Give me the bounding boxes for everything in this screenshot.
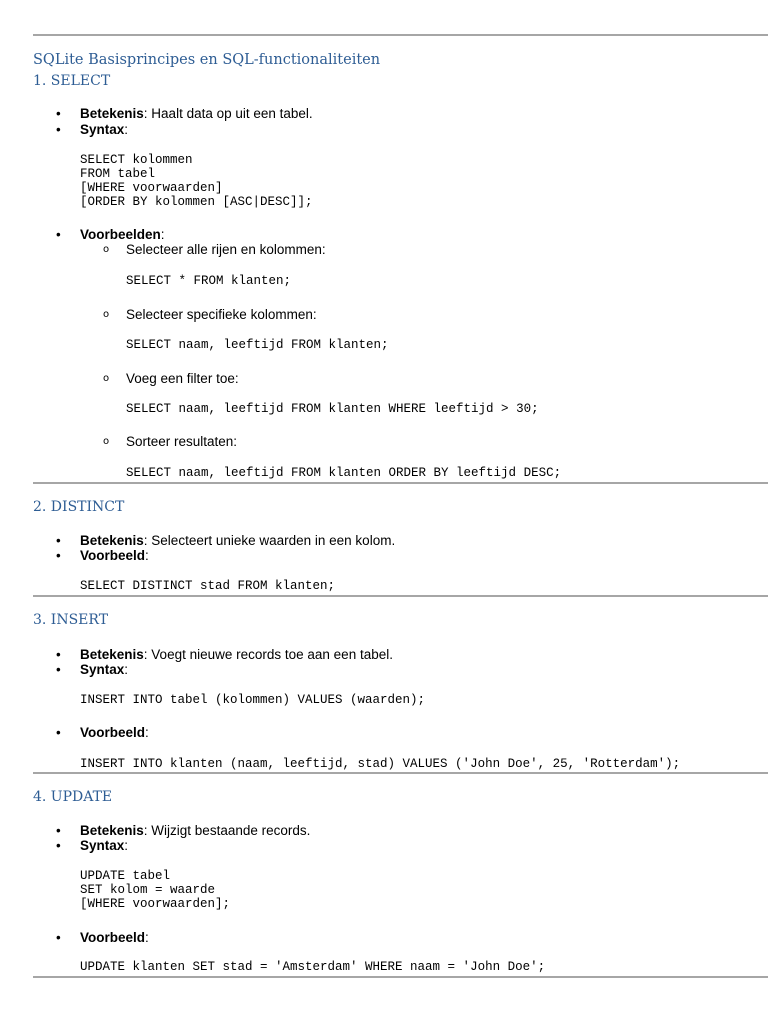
- syntax-label: Syntax: [80, 662, 125, 677]
- circle-bullet-icon: o: [103, 244, 110, 255]
- circle-bullet-icon: o: [103, 373, 110, 384]
- select-examples-label: [80, 227, 165, 242]
- section-divider: [33, 482, 768, 484]
- bullet-icon: •: [56, 930, 61, 945]
- insert-meaning: [80, 647, 393, 662]
- colon: :: [124, 838, 129, 853]
- update-syntax-code: UPDATE tabel SET kolom = waarde [WHERE voorwaarden];: [80, 869, 231, 911]
- select-meaning: [80, 106, 313, 121]
- insert-syntax-label: [80, 662, 128, 677]
- section-divider: [33, 772, 768, 774]
- example-code: SELECT * FROM klanten;: [126, 274, 292, 288]
- example-code: SELECT naam, leeftijd FROM klanten ORDER BY leeftijd DESC;: [126, 466, 562, 480]
- colon: :: [145, 548, 149, 563]
- bullet-icon: •: [56, 838, 61, 853]
- example-text: Selecteer specifieke kolommen:: [126, 307, 317, 322]
- section-divider: [33, 976, 768, 978]
- meaning-label: Betekenis: [80, 647, 144, 662]
- insert-example-code: INSERT INTO klanten (naam, leeftijd, stad) VALUES ('John Doe', 25, 'Rotterdam');: [80, 757, 681, 771]
- example-text: Selecteer alle rijen en kolommen:: [126, 242, 326, 257]
- meaning-label: Betekenis: [80, 106, 144, 121]
- section-divider: [33, 595, 768, 597]
- bullet-icon: •: [56, 725, 61, 740]
- update-example-label: [80, 930, 149, 945]
- insert-example-label: [80, 725, 149, 740]
- example-text: Voeg een filter toe:: [126, 371, 239, 386]
- bullet-icon: •: [56, 106, 61, 121]
- syntax-label: Syntax: [80, 838, 125, 853]
- meaning-text: : Voegt nieuwe records toe aan een tabel.: [143, 647, 393, 662]
- colon: :: [124, 662, 129, 677]
- section-heading-insert: 3. INSERT: [33, 612, 109, 628]
- colon: :: [145, 725, 149, 740]
- examples-label: Voorbeelden: [80, 227, 161, 242]
- colon: :: [145, 930, 149, 945]
- document-title: SQLite Basisprincipes en SQL-functionaliteiten: [33, 52, 381, 68]
- distinct-example-code: SELECT DISTINCT stad FROM klanten;: [80, 579, 336, 593]
- example-code: SELECT naam, leeftijd FROM klanten WHERE leeftijd > 30;: [126, 402, 539, 416]
- circle-bullet-icon: o: [103, 309, 110, 320]
- section-heading-distinct: 2. DISTINCT: [33, 499, 125, 515]
- section-heading-select: 1. SELECT: [33, 73, 111, 89]
- colon: :: [160, 227, 165, 242]
- meaning-text: : Selecteert unieke waarden in een kolom.: [143, 533, 396, 548]
- bullet-icon: •: [56, 823, 61, 838]
- update-syntax-label: [80, 838, 128, 853]
- example-text: Sorteer resultaten:: [126, 434, 238, 449]
- meaning-label: Betekenis: [80, 823, 144, 838]
- meaning-text: : Wijzigt bestaande records.: [143, 823, 311, 838]
- syntax-label: Syntax: [80, 122, 125, 137]
- meaning-text: : Haalt data op uit een tabel.: [143, 106, 313, 121]
- distinct-example-label: [80, 548, 149, 563]
- bullet-icon: •: [56, 533, 61, 548]
- example-label: Voorbeeld: [80, 930, 146, 945]
- example-label: Voorbeeld: [80, 548, 146, 563]
- meaning-label: Betekenis: [80, 533, 144, 548]
- circle-bullet-icon: o: [103, 436, 110, 447]
- select-syntax-code: SELECT kolommen FROM tabel [WHERE voorwaarden] [ORDER BY kolommen [ASC|DESC]];: [80, 153, 313, 209]
- update-meaning: [80, 823, 310, 838]
- bullet-icon: •: [56, 548, 61, 563]
- example-code: SELECT naam, leeftijd FROM klanten;: [126, 338, 389, 352]
- bullet-icon: •: [56, 227, 61, 242]
- bullet-icon: •: [56, 662, 61, 677]
- insert-syntax-code: INSERT INTO tabel (kolommen) VALUES (waarden);: [80, 693, 426, 707]
- update-example-code: UPDATE klanten SET stad = 'Amsterdam' WHERE naam = 'John Doe';: [80, 960, 546, 974]
- distinct-meaning: [80, 533, 395, 548]
- section-heading-update: 4. UPDATE: [33, 789, 113, 805]
- bullet-icon: •: [56, 122, 61, 137]
- top-divider: [33, 34, 768, 36]
- colon: :: [124, 122, 129, 137]
- example-label: Voorbeeld: [80, 725, 146, 740]
- select-syntax-label: [80, 122, 128, 137]
- bullet-icon: •: [56, 647, 61, 662]
